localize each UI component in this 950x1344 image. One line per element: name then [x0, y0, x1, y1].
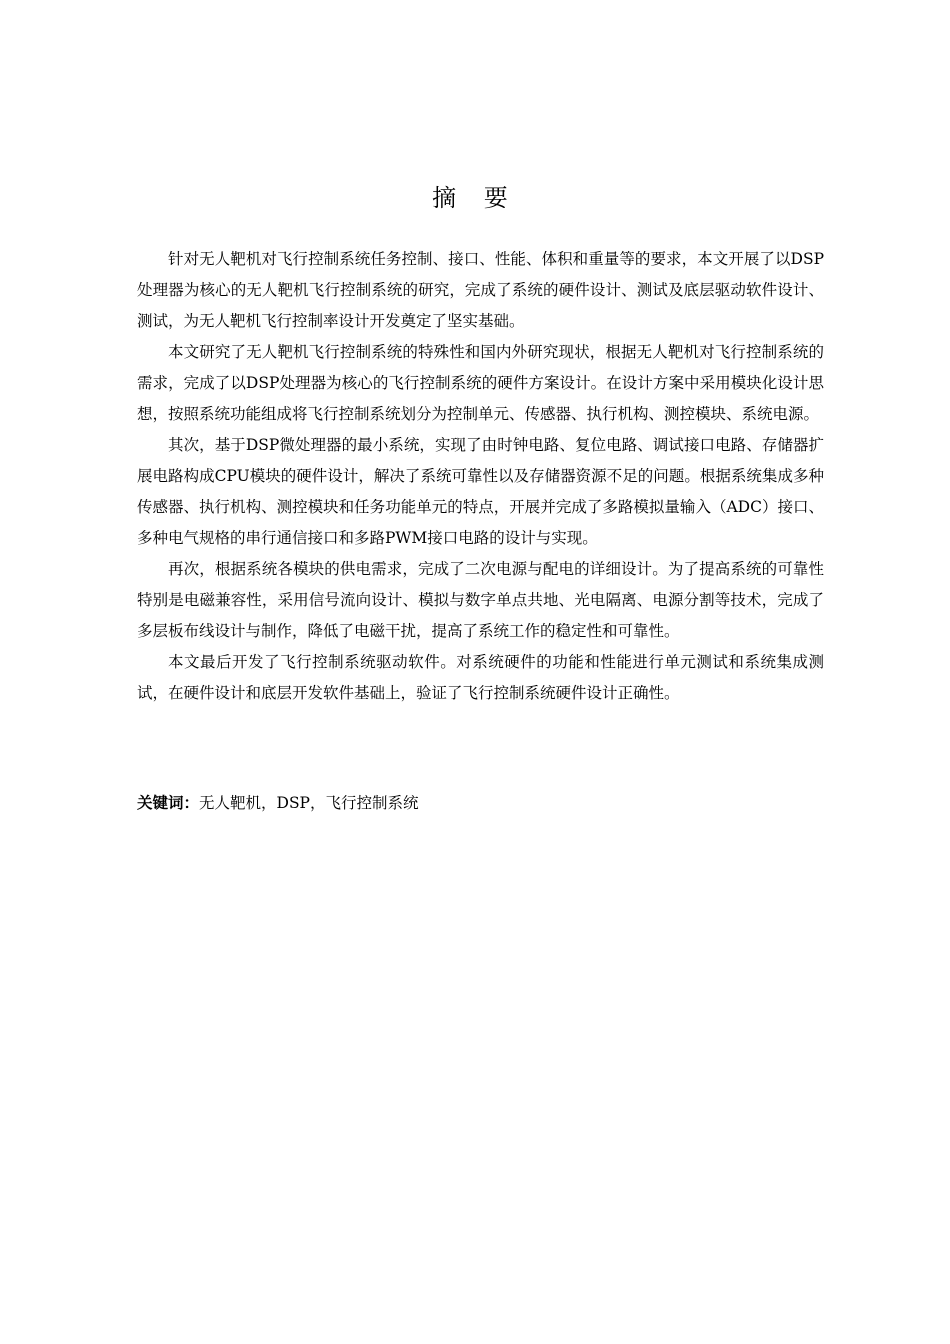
page-title: 摘 要	[432, 184, 518, 212]
abstract-body	[137, 244, 824, 709]
keywords-line	[137, 787, 824, 819]
paragraph: 其次，基于DSP微处理器的最小系统，实现了由时钟电路、复位电路、调试接口电路、存储器扩展电路构成CPU模块的硬件设计，解决了系统可靠性以及存储器资源不足的问题。根据系统集成多种传感器、执行机构、测控模块和任务功能单元的特点，开展并完成了多路模拟量输入（ADC）接口、多种电气规格的串行通信接口和多路PWM接口电路的设计与实现。	[137, 436, 824, 547]
paragraph: 针对无人靶机对飞行控制系统任务控制、接口、性能、体积和重量等的要求，本文开展了以DSP处理器为核心的无人靶机飞行控制系统的研究，完成了系统的硬件设计、测试及底层驱动软件设计、测试，为无人靶机飞行控制率设计开发奠定了坚实基础。	[137, 250, 824, 330]
keywords-label: 关键词：	[137, 793, 200, 812]
paragraph: 本文最后开发了飞行控制系统驱动软件。对系统硬件的功能和性能进行单元测试和系统集成测试，在硬件设计和底层开发软件基础上，验证了飞行控制系统硬件设计正确性。	[137, 653, 824, 702]
paragraph: 本文研究了无人靶机飞行控制系统的特殊性和国内外研究现状，根据无人靶机对飞行控制系统的需求，完成了以DSP处理器为核心的飞行控制系统的硬件方案设计。在设计方案中采用模块化设计思想，按照系统功能组成将飞行控制系统划分为控制单元、传感器、执行机构、测控模块、系统电源。	[137, 343, 824, 423]
keywords-value: 无人靶机，DSP，飞行控制系统	[199, 794, 419, 812]
paragraph: 再次，根据系统各模块的供电需求，完成了二次电源与配电的详细设计。为了提高系统的可靠性特别是电磁兼容性，采用信号流向设计、模拟与数字单点共地、光电隔离、电源分割等技术，完成了多层板布线设计与制作，降低了电磁干扰，提高了系统工作的稳定性和可靠性。	[137, 560, 824, 640]
